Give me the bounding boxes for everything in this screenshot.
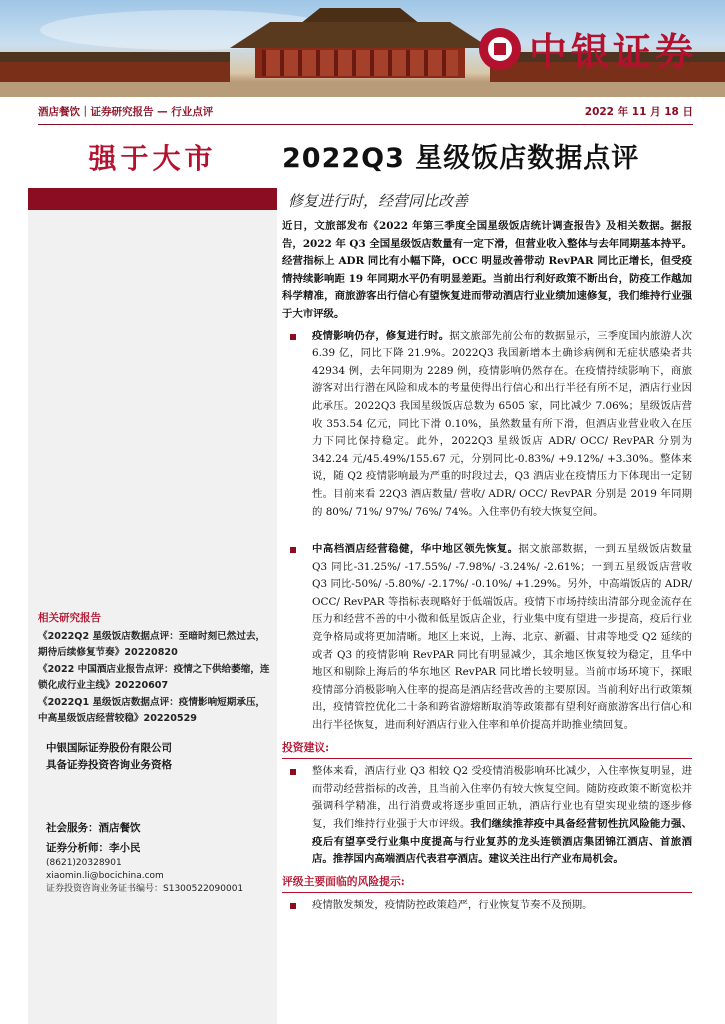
invest-divider xyxy=(282,758,692,759)
analyst-license: 证券投资咨询业务证书编号：S1300522090001 xyxy=(46,884,244,894)
rating-bar xyxy=(28,188,277,210)
rating-box xyxy=(28,126,277,188)
bullet-lead: 疫情影响仍存，修复进行时。 xyxy=(312,329,450,342)
logo-text: 中银证券 xyxy=(529,30,698,74)
report-category: 酒店餐饮｜证券研究报告 — 行业点评 xyxy=(38,106,214,118)
analyst-phone: (8621)20328901 xyxy=(46,858,122,868)
report-date: 2022 年 11 月 18 日 xyxy=(584,106,693,118)
report-subheader xyxy=(38,104,693,122)
report-subtitle: 修复进行时，经营同比改善 xyxy=(288,192,469,210)
company-logo xyxy=(465,0,725,97)
risk-divider xyxy=(282,892,692,893)
bullet-square-icon xyxy=(290,334,296,340)
palace-columns xyxy=(262,50,458,76)
related-reports-title: 相关研究报告 xyxy=(38,612,101,624)
left-wing xyxy=(0,62,230,82)
invest-heading: 投资建议: xyxy=(282,740,330,754)
related-report-item[interactable]: 《2022 中国酒店业报告点评：疫情之下供给萎缩，连锁化成行业主线》20220607 xyxy=(38,664,270,691)
bullet-point xyxy=(282,328,692,522)
sector-label: 社会服务：酒店餐饮 xyxy=(46,822,141,834)
related-reports xyxy=(38,610,270,728)
bullet-point xyxy=(282,541,692,735)
company-qualification: 具备证券投资咨询业务资格 xyxy=(46,759,172,771)
invest-bullet xyxy=(282,763,692,869)
subheader-divider xyxy=(38,124,693,125)
company-info xyxy=(46,740,270,774)
analyst-info xyxy=(46,840,270,896)
boc-logo-icon xyxy=(479,28,521,70)
analyst-name: 证券分析师：李小民 xyxy=(46,842,141,854)
bullet-square-icon xyxy=(290,769,296,775)
industry-rating: 强于大市 xyxy=(88,142,217,175)
bullet-square-icon xyxy=(290,903,296,909)
spacer xyxy=(282,521,692,537)
intro-paragraph: 近日，文旅部发布《2022 年第三季度全国星级饭店统计调查报告》及相关数据。据报告，2022 年 Q3 全国星级饭店数量有一定下滑，但营业收入整体与去年同期基本持平。经营指标上 ADR 同比有小幅下降，OCC 明显改善带动 RevPAR 同比正增长，但受疫情持续影响距 19 年同期水平仍有明显差距。当前出行利好政策不断出台，防疫工作越加科学精准，商旅游客出行信心有望恢复进而带动酒店行业业绩加速修复，我们维持行业强于大市评级。 xyxy=(282,220,692,320)
company-name: 中银国际证券股份有限公司 xyxy=(46,742,172,754)
risk-text: 疫情散发频发，疫情防控政策趋严，行业恢复节奏不及预期。 xyxy=(312,899,593,912)
related-report-item[interactable]: 《2022Q1 星级饭店数据点评：疫情影响短期承压，中高星级饭店经营较稳》20220529 xyxy=(38,697,266,724)
risk-heading: 评级主要面临的风险提示: xyxy=(282,874,405,888)
invest-text: 整体来看，酒店行业 Q3 相较 Q2 受疫情消极影响环比减少，入住率恢复明显，进而带动经营指标的改善，且当前入住率仍有较大恢复空间。随防疫政策不断宽松并强调科学精准，出行消费或将逐步重回正轨，酒店行业也有望实现业绩的逐步修复，我们维持行业强于大市评级。 xyxy=(312,765,692,830)
bullet-text: 据文旅部先前公布的数据显示，三季度国内旅游人次 6.39 亿，同比下降 21.9%。2022Q3 我国新增本土确诊病例和无症状感染者共 42934 例，去年同期为 2289 例，疫情影响仍然存在。在疫情持续影响下，商旅游客对出行潜在风险和成本的考量使得出行信心和出行半径有所不足，酒店行业因此承压。2022Q3 我国星级饭店总数为 6505 家，同比减少 7.06%；星级饭店营收 353.54 亿元，同比下滑 0.10%，虽然数量有所下滑，但酒店业营业收入在压力下同比保持稳定。此外，2022Q3 星级饭店 ADR/ OCC/ RevPAR 分别为 342.24 元/45.49%/155.67 元，分别同比-0.83%/ +9.12%/ +3.30%。整体来说，随 Q2 疫情影响最为严重的时段过去，Q3 酒店业在疫情压力下体现出一定韧性。目前来看 22Q3 酒店数量/ 营收/ ADR/ OCC/ RevPAR 分别是 2019 年同期的 80%/ 71%/ 97%/ 76%/ 74%。入住率仍有较大恢复空间。 xyxy=(312,329,693,518)
related-report-item[interactable]: 《2022Q2 星级饭店数据点评：至暗时刻已然过去，期待后续修复节奏》20220820 xyxy=(38,631,266,658)
header-banner xyxy=(0,0,725,97)
bullet-lead: 中高档酒店经营稳健，华中地区领先恢复。 xyxy=(312,543,519,556)
bullet-square-icon xyxy=(290,547,296,553)
palace-roof xyxy=(230,22,490,48)
report-title: 2022Q3 星级饭店数据点评 xyxy=(282,143,640,174)
invest-recommendation: 我们继续推荐疫中具备经营韧性抗风险能力强、疫后有望享受行业集中度提高与行业复苏的龙头连锁酒店集团锦江酒店、首旅酒店。推荐国内高端酒店代表君亭酒店。建议关注出行产业布局机会。 xyxy=(312,818,693,866)
analyst-email[interactable]: xiaomin.li@bocichina.com xyxy=(46,871,164,881)
report-body xyxy=(282,218,692,915)
risk-bullet xyxy=(282,897,692,915)
bullet-text: 据文旅部数据，一到五星级饭店数量 Q3 同比-31.25%/ -17.55%/ -7.98%/ -3.24%/ -2.61%；一到五星级饭店营收 Q3 同比-50%/ -5.80%/ -2.17%/ -0.10%/ +1.29%。另外，中高端饭店的 ADR/ OCC/ RevPAR 等指标表现略好于低端饭店。疫情下市场持续出清部分现金流存在压力和经营不善的中小微和低星饭店企业，行业集中度有望进一步提高，疫后行业竞争格局或将更加清晰。地区上来说，上海、北京、新疆、甘肃等地受 Q2 延续的或者 Q3 的疫情影响 RevPAR 同比有明显减少，其余地区恢复较为稳定，且华中地区和剔除上海后的华东地区 RevPAR 同比增长较明显。当前市场环境下，探眼疫情部分消极影响入住率的提高是酒店经营改善的主要原因。当前利好出行政策频出，疫情管控优化二十条和跨省游熔断取消等政策都有望利好商旅游客出行信心和出行半径恢复，进而利好酒店行业入住率和单价提高并助推业绩回复。 xyxy=(312,543,692,732)
